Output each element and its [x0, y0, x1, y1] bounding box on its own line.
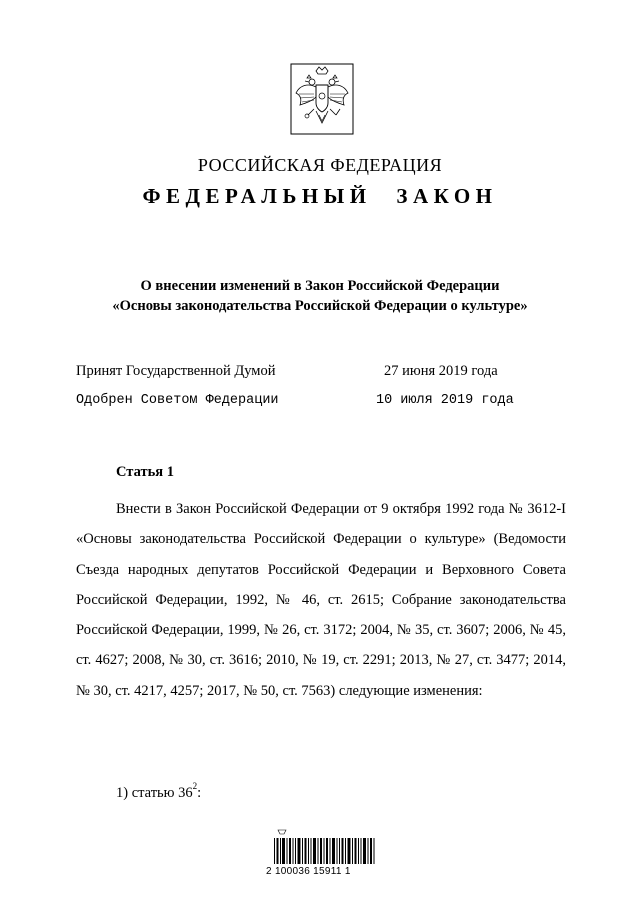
- article-title: Статья 1: [116, 464, 174, 480]
- law-subject-line-1: О внесении изменений в Закон Российской Федерации: [140, 278, 500, 294]
- country-title: РОССИЙСКАЯ ФЕДЕРАЦИЯ: [197, 155, 443, 175]
- council-approval-label: Одобрен Советом Федерации: [76, 393, 279, 408]
- russian-coat-of-arms-icon: [290, 63, 354, 135]
- law-subject: [60, 276, 580, 316]
- article-paragraph: [76, 494, 566, 706]
- article-item-1: [116, 783, 201, 802]
- document-type: ФЕДЕРАЛЬНЫЙ ЗАКОН: [142, 184, 498, 208]
- law-subject-line-2: «Основы законодательства Российской Федерации о культуре»: [112, 298, 528, 314]
- duma-adoption-label: Принят Государственной Думой: [76, 363, 276, 379]
- article-item-superscript: 2: [192, 781, 198, 791]
- article-paragraph-text: Внести в Закон Российской Федерации от 9 октября 1992 года № 3612-I «Основы законодательства Российской Федерации о культуре» (Ведомости Съезда народных депутатов Российской Федерации и Верховного Совета Российской Федерации, 1992, № 46, ст. 2615; Собрание законодательства Российской Федерации, 1999, № 26, ст. 3172; 2004, № 35, ст. 3607; 2006, № 45, ст. 4627; 2008, № 30, ст. 3616; 2010, № 19, ст. 2291; 2013, № 27, ст. 3477; 2014, № 30, ст. 4217, 4257; 2017, № 50, ст. 7563) следующие изменения:: [76, 501, 566, 699]
- duma-adoption-date: 27 июня 2019 года: [384, 363, 498, 379]
- barcode-number: 2 100036 15911 1: [266, 866, 351, 877]
- article-item-colon: :: [197, 784, 202, 801]
- barcode-icon: [268, 828, 380, 886]
- council-approval-date: 10 июля 2019 года: [376, 393, 514, 408]
- article-item-text: 1) статью 36: [116, 784, 193, 801]
